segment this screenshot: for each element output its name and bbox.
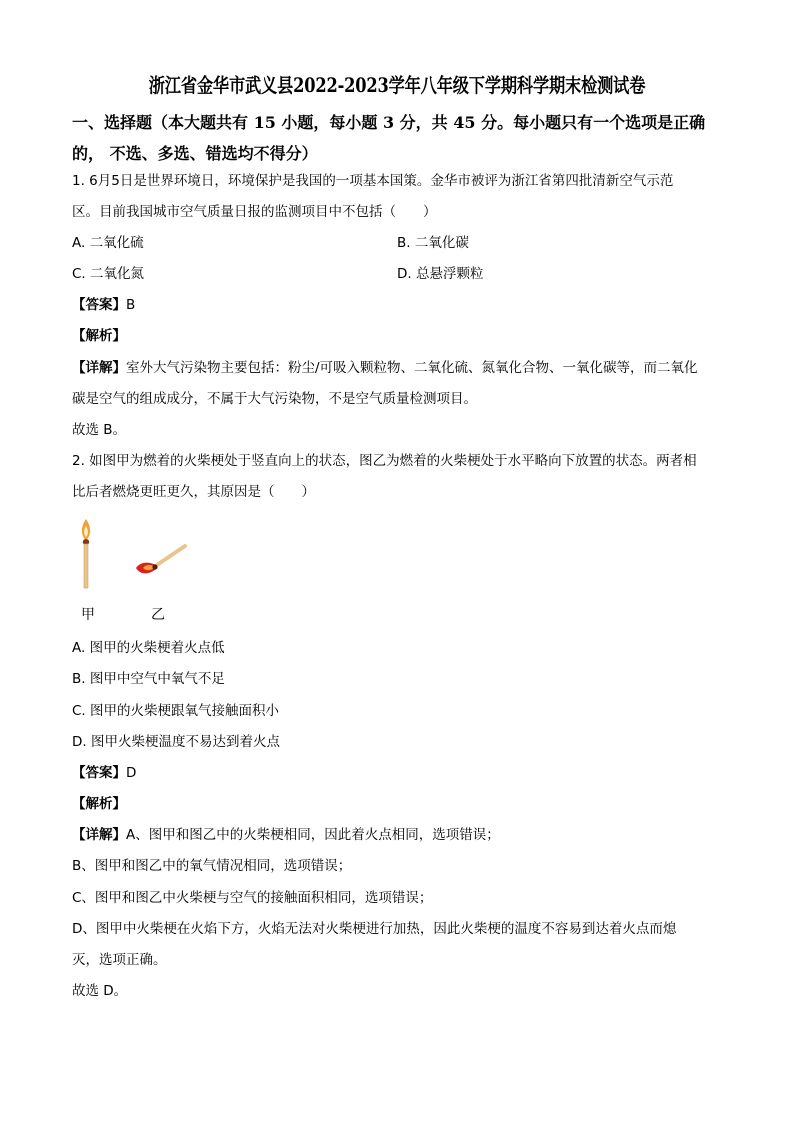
q2-answer-value: D (126, 765, 137, 781)
q2-answer-tag: 【答案】 (72, 765, 126, 781)
q2-stem-line2: 比后者燃烧更旺更久，其原因是（ ） (72, 484, 315, 500)
q1-option-c: C. 二氧化氮 (72, 266, 145, 282)
figure-label-jia: 甲 (81, 607, 95, 623)
q1-stem-line2: 区。目前我国城市空气质量日报的监测项目中不包括（ ） (72, 204, 437, 220)
q2-detail-d-line1: D、图甲中火柴梗在火焰下方，火焰无法对火柴梗进行加热，因此火柴梗的温度不容易到达着火点而熄 (72, 921, 677, 937)
match-jia (82, 519, 90, 588)
q1-answer (72, 299, 135, 313)
q1-detail-line1 (72, 362, 698, 376)
match-stick-yi (154, 546, 185, 567)
q2-detail-tag: 【详解】 (72, 827, 126, 843)
q2-conclusion: 故选 D。 (72, 983, 128, 999)
q1-answer-value: B (126, 297, 136, 313)
page-title: 浙江省金华市武义县2022-2023学年八年级下学期科学期末检测试卷 (148, 74, 646, 97)
q2-detail-a (72, 829, 500, 843)
section-heading-line2: 的， 不选、多选、错选均不得分） (72, 144, 318, 163)
match-yi (136, 546, 185, 573)
q2-detail-b: B、图甲和图乙中的氧气情况相同，选项错误； (72, 858, 352, 874)
q2-detail-a-text: A、图甲和图乙中的火柴梗相同，因此着火点相同，选项错误； (126, 827, 500, 843)
q2-detail-c: C、图甲和图乙中火柴梗与空气的接触面积相同，选项错误； (72, 890, 433, 906)
q2-analysis-label: 【解析】 (72, 796, 126, 812)
q2-option-b: B. 图甲中空气中氧气不足 (72, 671, 225, 687)
q1-analysis-label: 【解析】 (72, 328, 126, 344)
q1-answer-tag: 【答案】 (72, 297, 126, 313)
q1-detail-line2: 碳是空气的组成成分，不属于大气污染物，不是空气质量检测项目。 (72, 391, 477, 407)
match-head-yi (152, 564, 157, 569)
q1-detail-tag: 【详解】 (72, 360, 126, 376)
q2-option-d: D. 图甲火柴梗温度不易达到着火点 (72, 734, 280, 750)
q2-answer (72, 767, 136, 781)
q1-detail-text1: 室外大气污染物主要包括：粉尘/可吸入颗粒物、二氧化硫、氮氧化合物、一氧化碳等，而二氧化 (126, 360, 698, 376)
q2-detail-d-line2: 灭，选项正确。 (72, 952, 167, 968)
q2-option-c: C. 图甲的火柴梗跟氧气接触面积小 (72, 703, 280, 719)
q1-conclusion: 故选 B。 (72, 422, 127, 438)
q1-option-b: B. 二氧化碳 (397, 235, 469, 251)
q1-option-d: D. 总悬浮颗粒 (397, 266, 484, 282)
q1-option-a: A. 二氧化硫 (72, 235, 144, 251)
figure-label-yi: 乙 (151, 607, 165, 623)
q1-analysis-tag (72, 330, 126, 344)
match-illustration (70, 516, 200, 596)
q2-stem-line1: 2. 如图甲为燃着的火柴梗处于竖直向上的状态，图乙为燃着的火柴梗处于水平略向下放置的状态。两者相 (72, 453, 697, 469)
section-heading-line1: 一、选择题（本大题共有 15 小题，每小题 3 分，共 45 分。每小题只有一个选项是正确 (72, 113, 706, 132)
q1-stem-line1: 1. 6月5日是世界环境日，环境保护是我国的一项基本国策。金华市被评为浙江省第四批清新空气示范 (72, 173, 674, 189)
q2-analysis-tag (72, 798, 126, 812)
match-stick-jia (84, 544, 88, 588)
q2-option-a: A. 图甲的火柴梗着火点低 (72, 640, 225, 656)
